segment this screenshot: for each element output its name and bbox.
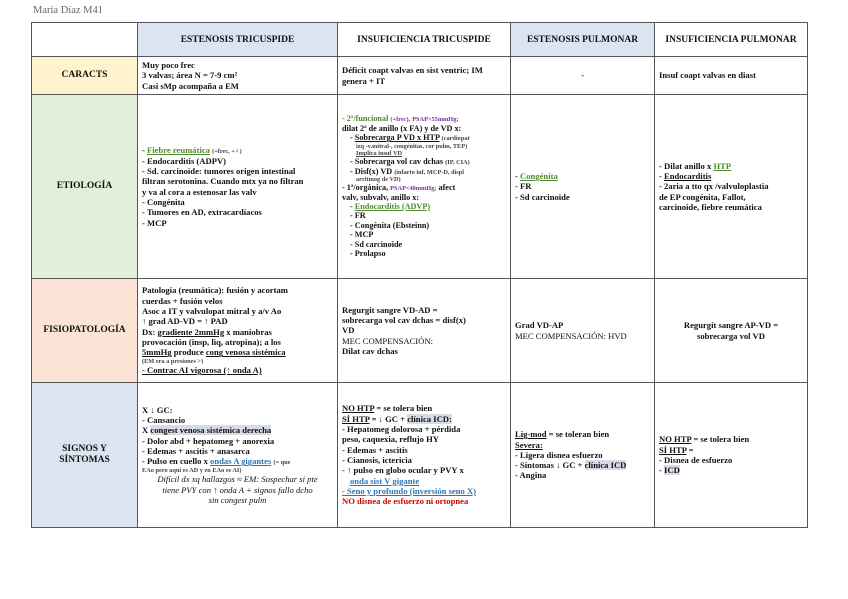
text-line — [659, 434, 803, 444]
text-line: Severa: — [515, 439, 543, 450]
sobrecarga-label: Sobrecarga P VD x HTP — [354, 133, 440, 143]
row-fisiopatologia — [32, 279, 808, 383]
annotation-line: EAo pero aquí es AD y en EAo es AI) — [142, 466, 242, 474]
text-line: Grad VD-AP — [515, 320, 564, 331]
seno-link: - Seno y profundo (inversión seno X) — [342, 485, 477, 496]
text-line: - Contrac AI vigorosa (↑ onda A) — [142, 365, 262, 376]
clinica-icd-highlight: clínica ICD — [584, 460, 627, 471]
annotation: (= que — [273, 459, 291, 467]
text-line: X ↓ GC: — [142, 404, 173, 415]
text-line: - Sd carcinoide — [350, 239, 403, 249]
text-line: y va al cora a estenosar las valv — [142, 186, 257, 197]
text-segment: afect — [438, 183, 456, 193]
text-line — [342, 183, 506, 192]
text-line: - Cansancio — [142, 415, 186, 426]
endocarditis-link: Endocarditis (ADVP) — [354, 202, 431, 212]
text-line — [659, 445, 803, 455]
cell-etiologia-et — [138, 95, 338, 279]
text-line: MEC COMPENSACIÓN: — [342, 335, 433, 346]
text-line: - Congénita — [515, 171, 558, 182]
text-line — [342, 114, 506, 123]
text-line: - MCP — [350, 230, 374, 240]
text-line: sin congest pulm — [208, 494, 267, 505]
text-line: - Edemas + ascitis — [342, 444, 408, 455]
text-line: - Disnea de esfuerzo — [659, 455, 733, 465]
no-htp-label: NO HTP — [659, 434, 692, 445]
text-line: NO disnea de esfuerzo ni ortopnea — [342, 496, 469, 507]
text-line: - MCP — [142, 217, 167, 228]
annotation: PSAP<40mmHg; — [390, 185, 437, 193]
text-line: SIGNOS Y — [62, 443, 107, 454]
text-line: - Prolapso — [350, 249, 386, 259]
text-segment: produce — [173, 347, 204, 358]
text-line: carcinoide, fiebre reumática — [659, 201, 762, 212]
text-line: dilat 2ª de anillo (x FA) y de VD x: — [342, 123, 462, 133]
text-line: - Sd carcinoide — [515, 191, 570, 202]
annotation: (infarto inf, MCP-D, displ — [394, 168, 464, 176]
annotation: (+frec), — [390, 116, 411, 124]
si-htp-label: SÍ HTP — [659, 444, 687, 455]
mmhg-label: 5mmHg — [142, 347, 172, 358]
header-empty-cell — [32, 23, 138, 57]
text-line — [515, 460, 650, 470]
cell-signos-et — [138, 383, 338, 528]
text-line — [515, 429, 650, 439]
text-segment: - Pulso en cuello x — [142, 456, 208, 467]
text-line: MEC COMPENSACIÓN: HVD — [515, 330, 627, 341]
text-line: - Dolor abd + hepatomeg + anorexia — [142, 435, 275, 446]
text-line: - Congénita — [142, 196, 185, 207]
congest-venosa-highlight: congest venosa sistémica derecha — [150, 425, 272, 436]
text-segment: Dx: — [142, 326, 156, 337]
text-line: - Angina — [515, 470, 547, 481]
text-line: - Ligera disnea esfuerzo — [515, 449, 603, 460]
no-htp-label: NO HTP — [342, 403, 375, 414]
text-line: - Sobrecarga P VD x HTP (cardiopat — [350, 133, 470, 143]
text-line: sobrecarga vol VD — [697, 330, 765, 341]
text-line: - FR — [350, 211, 366, 221]
text-line: peso, caquexia, reflujo HY — [342, 434, 439, 445]
cell-signos-it — [338, 383, 511, 528]
text-line: Regurgit sangre VD-AD = — [342, 304, 438, 315]
cell-fisio-ip — [655, 279, 808, 383]
row-label-fisiopatologia: FISIOPATOLOGÍA — [32, 279, 138, 383]
row-label-caracts: CARACTS — [32, 57, 138, 95]
annotation: PSAP>55mmHg; — [412, 116, 459, 124]
text-line: ↑ grad AD-VD = ↑ PAD — [142, 316, 228, 327]
text-line: Difícil dx xq hallazgos ≈ EM: Sospechar si pte — [157, 474, 318, 485]
text-line — [659, 161, 803, 171]
cell-etiologia-ip — [655, 95, 808, 279]
text-line: tiene PVY con ↑ onda A + signos fallo dcho — [162, 484, 313, 495]
text-line: - Endocarditis (ADVP) — [350, 202, 431, 212]
annotation: (+frec, +♀) — [212, 148, 242, 156]
text-line — [142, 347, 333, 357]
text-line: - ↑ pulso en globo ocular y PVY x — [342, 465, 464, 476]
annotation-line: Implica insuf VD — [356, 149, 403, 157]
text-line: - Congénita (Ebsteinn) — [350, 220, 430, 230]
header-estenosis-pulmonar: ESTENOSIS PULMONAR — [511, 23, 655, 57]
text-line: Déficit coapt valvas en sist ventric; IM — [342, 65, 483, 76]
annotation: (IP, CIA) — [445, 159, 470, 167]
text-line — [142, 425, 333, 435]
text-line: 3 valvas; área N = 7-9 cm² — [142, 70, 238, 81]
row-signos — [32, 383, 808, 528]
text-line: - Hepatomeg dolorosa + pérdida — [342, 424, 461, 435]
text-line — [659, 465, 803, 475]
text-line: - Edemas + ascitis + anasarca — [142, 445, 250, 456]
cell-signos-ip — [655, 383, 808, 528]
cell-fisio-it — [338, 279, 511, 383]
row-label-etiologia: ETIOLOGÍA — [32, 95, 138, 279]
text-line: Muy poco frec — [142, 60, 195, 71]
text-segment: = ↓ GC + — [371, 413, 406, 424]
text-line: cuerdas + fusión velos — [142, 295, 223, 306]
text-line: Dilat cav dchas — [342, 345, 398, 356]
author-name: María Díaz M41 — [33, 5, 103, 16]
annotation-line: arritmog de VD) — [356, 175, 401, 183]
text-segment: = se tolera bien — [693, 434, 750, 445]
text-segment: = — [688, 444, 694, 455]
text-line: provocación (insp, liq, atropina); a los — [142, 337, 281, 348]
icd-highlight: ICD — [664, 465, 680, 476]
text-line: - Endocarditis — [659, 171, 712, 182]
text-segment: - Disf(x) VD — [350, 166, 393, 176]
text-line: - FR — [515, 181, 532, 192]
text-segment: X — [142, 425, 149, 436]
valvulopathy-table — [31, 22, 808, 528]
text-segment: = se toleran bien — [548, 429, 610, 440]
text-segment: - Sobrecarga vol cav dchas — [350, 157, 444, 167]
clinica-icd-highlight: clínica ICD: — [407, 413, 452, 424]
annotation-line: (EM era a presiones >) — [142, 357, 204, 365]
text-segment: - — [659, 465, 662, 476]
gradiente-label: gradiente 2mmHg — [157, 326, 225, 337]
text-line: Casi sMp acompaña a EM — [142, 80, 239, 91]
text-line — [342, 157, 506, 166]
text-line: - Fiebre reumática (+frec, +♀) — [142, 145, 242, 156]
header-estenosis-tricuspide: ESTENOSIS TRICUSPIDE — [138, 23, 338, 57]
text-line — [342, 403, 506, 413]
header-insuficiencia-tricuspide: INSUFICIENCIA TRICUSPIDE — [338, 23, 511, 57]
text-line: - Sd. carcinoide: tumores origen intestinal — [142, 165, 296, 176]
funcional-label: - 2ª/funcional — [342, 114, 389, 124]
text-segment: = se tolera bien — [376, 403, 433, 414]
organica-label: - 1ª/orgánica, — [342, 183, 389, 193]
si-htp-label: SÍ HTP — [342, 413, 370, 424]
cell-etiologia-ep — [511, 95, 655, 279]
congenita-link: Congénita — [520, 171, 558, 182]
annotation: (cardiopat — [441, 135, 470, 143]
text-line: - Cianosis, ictericia — [342, 455, 412, 465]
text-line: VD — [342, 325, 355, 336]
cell-caracts-ep: - — [511, 57, 655, 95]
text-line: SÍNTOMAS — [59, 455, 110, 465]
text-line: Patología (reumática): fusión y acortam — [142, 285, 288, 296]
header-insuficiencia-pulmonar: INSUFICIENCIA PULMONAR — [655, 23, 808, 57]
cell-fisio-ep — [511, 279, 655, 383]
annotation-line: izq -v.mitral-, congénitas, cor pulm, TEP) — [356, 142, 468, 150]
endocarditis-label: Endocarditis — [664, 171, 712, 182]
cell-caracts-it — [338, 57, 511, 95]
header-row — [32, 23, 808, 57]
cell-caracts-ip: Insuf coapt valvas en diast — [655, 57, 808, 95]
text-line: sobrecarga vol cav dchas = disf(x) — [342, 315, 466, 326]
text-line — [142, 456, 333, 467]
ondas-a-link: ondas A gigantes — [210, 456, 272, 467]
text-line: - Tumores en AD, extracardíacos — [142, 207, 262, 218]
text-line — [142, 327, 333, 337]
text-line: - Endocarditis (ADPV) — [142, 155, 227, 166]
cell-fisio-et — [138, 279, 338, 383]
text-line: filtran serotonina. Cuando mtx ya no filtran — [142, 176, 304, 187]
text-line: Regurgit sangre AP-VD = — [683, 320, 779, 331]
cell-caracts-et — [138, 57, 338, 95]
fiebre-reumatica-link: Fiebre reumática — [147, 145, 210, 156]
text-segment: x maniobras — [226, 326, 272, 337]
cell-etiologia-it — [338, 95, 511, 279]
cong-venosa-label: cong venosa sistémica — [205, 347, 286, 358]
text-line: genera + IT — [342, 75, 386, 86]
lig-mod-label: Lig-mod — [515, 429, 547, 440]
text-line: de EP congénita, Fallot, — [659, 191, 746, 202]
text-line — [342, 167, 506, 176]
row-label-signos — [32, 383, 138, 528]
cell-signos-ep — [511, 383, 655, 528]
text-line: - 2aria a tto qx /valvuloplastia — [659, 181, 769, 192]
text-line: Asoc a IT y valvulopat mitral y a/v Ao — [142, 306, 282, 317]
text-line: valv, subvalv, anillo x: — [342, 192, 420, 202]
onda-v-link: onda sist V gigante — [350, 475, 420, 486]
text-segment: - Síntomas ↓ GC + — [515, 460, 583, 471]
htp-link: HTP — [713, 160, 732, 171]
row-etiologia — [32, 95, 808, 279]
text-line — [342, 414, 506, 424]
row-caracts — [32, 57, 808, 95]
text-segment: - Dilat anillo x — [659, 160, 712, 171]
